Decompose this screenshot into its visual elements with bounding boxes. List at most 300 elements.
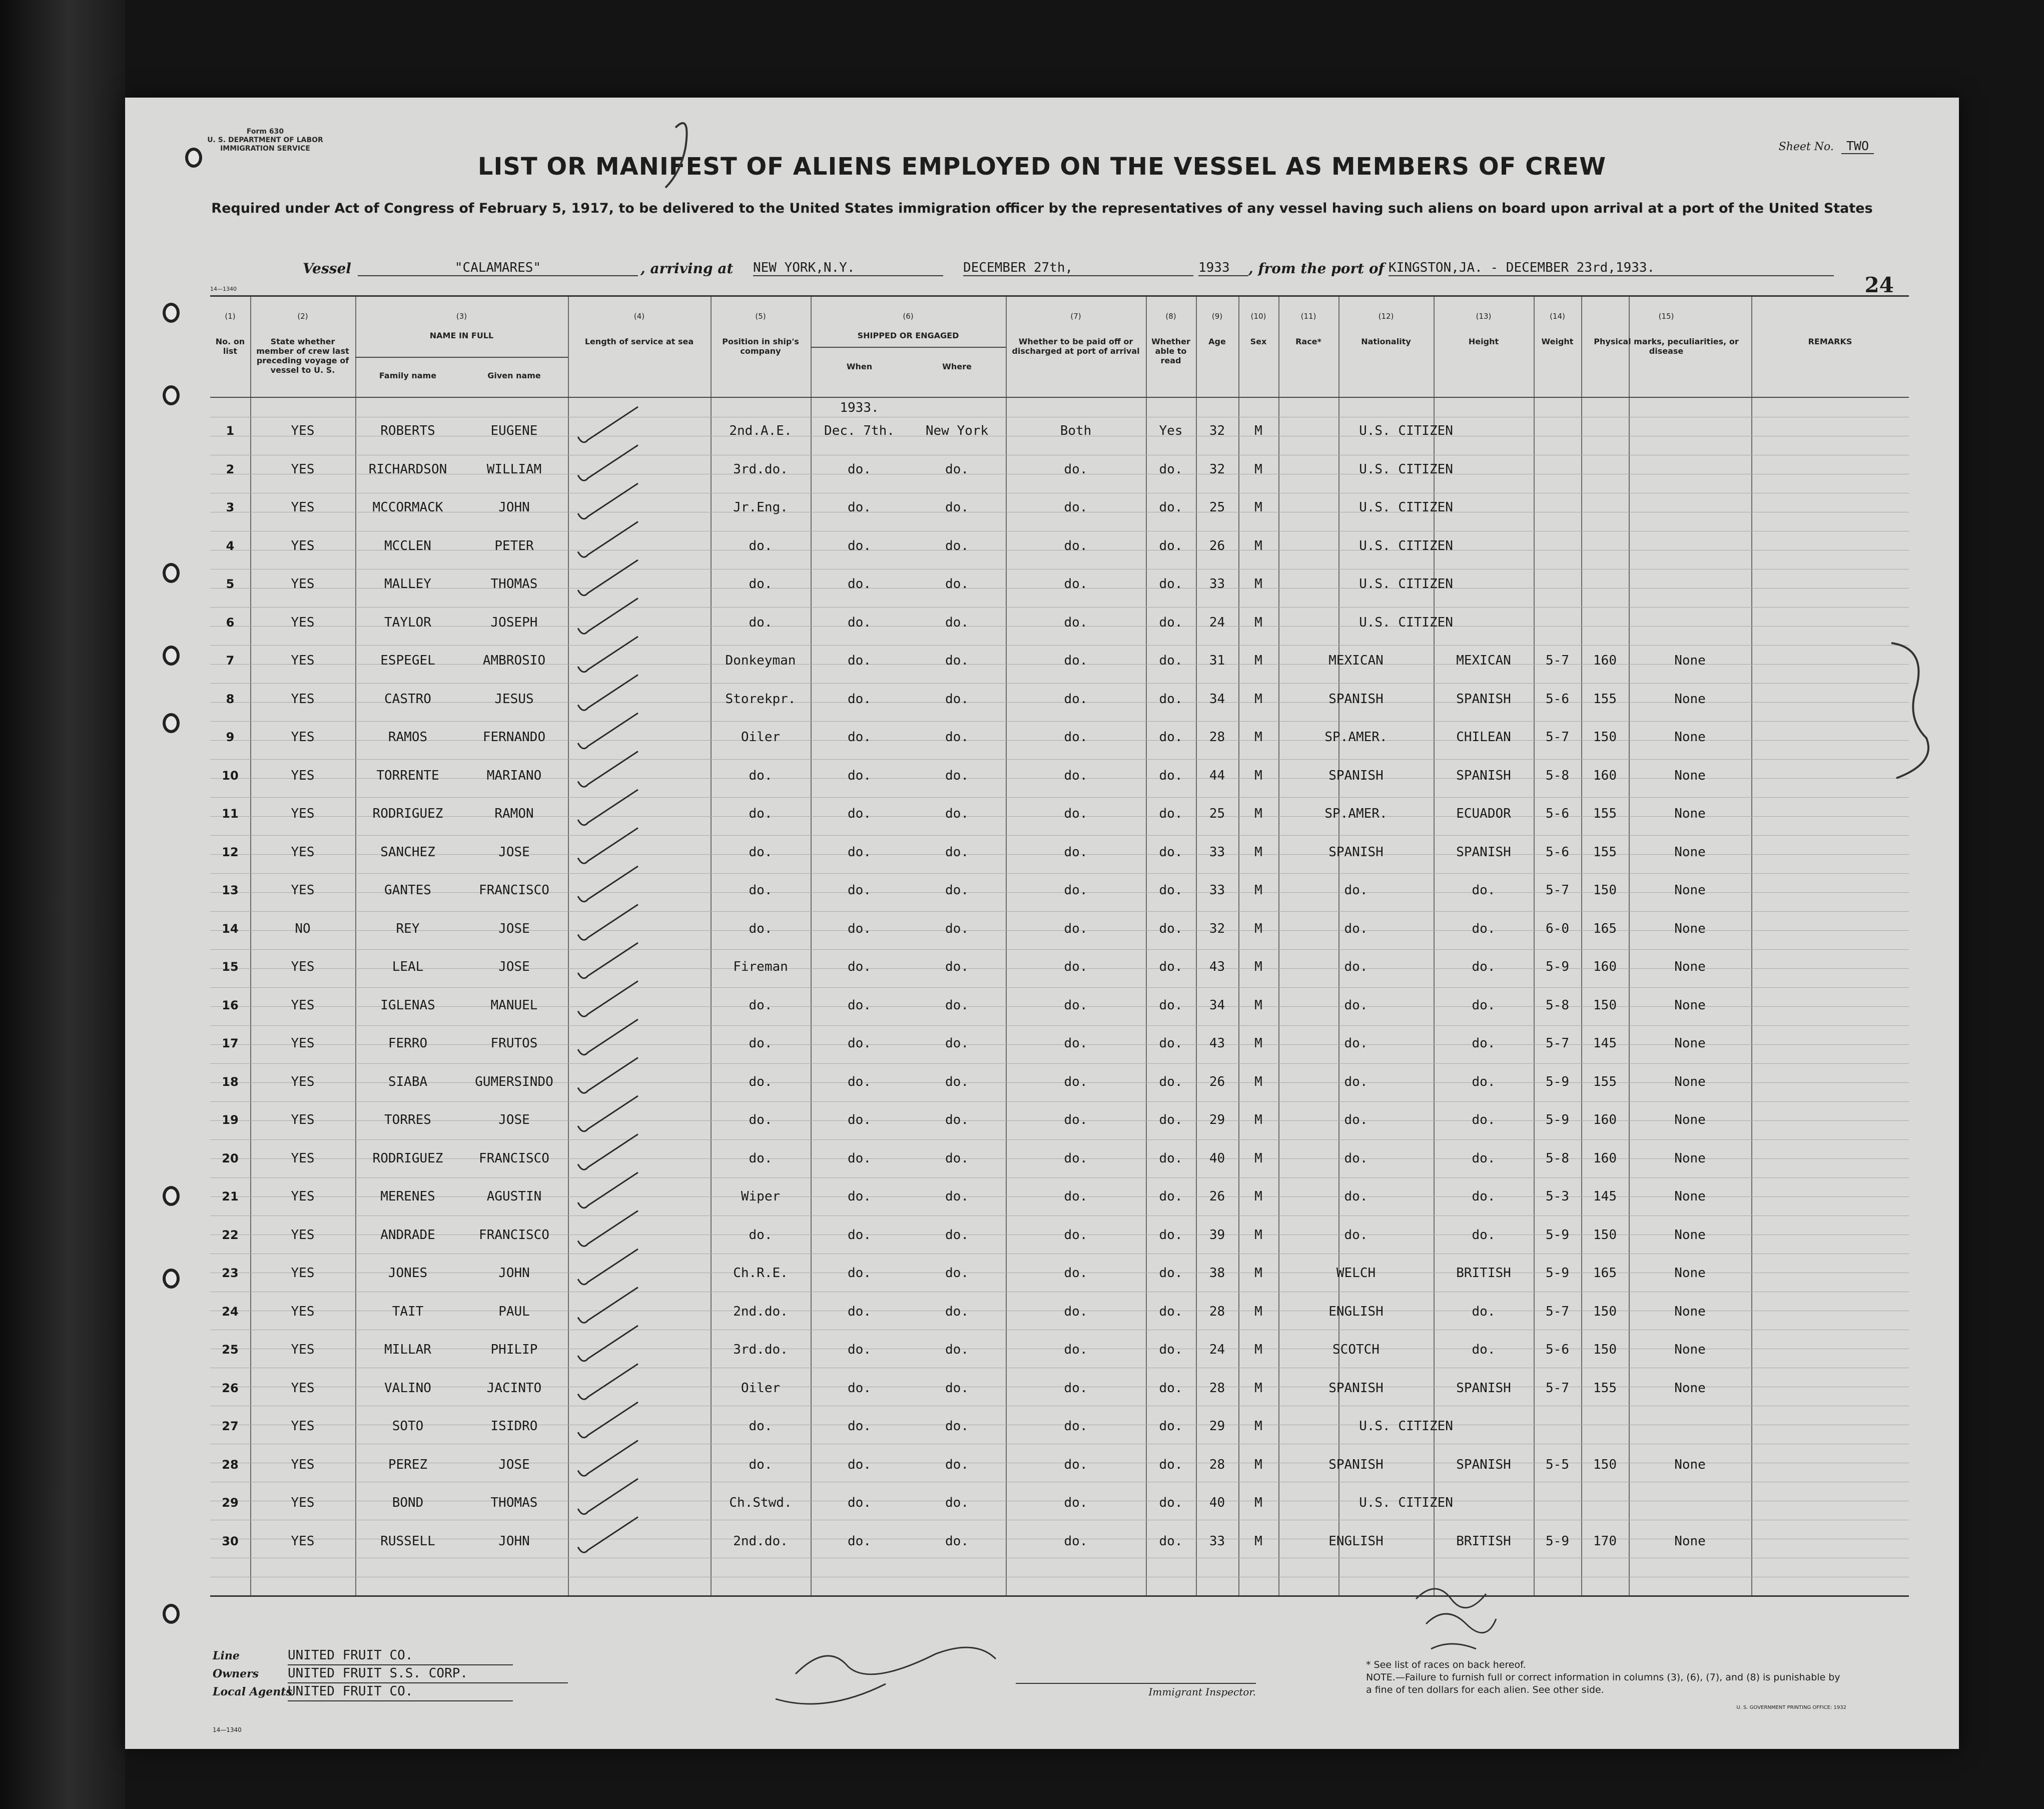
check-mark bbox=[578, 1441, 638, 1476]
crew-marks: None bbox=[1674, 691, 1706, 707]
crew-position: 3rd.do. bbox=[733, 461, 788, 477]
crew-height: 5-7 bbox=[1546, 730, 1569, 745]
crew-where: do. bbox=[945, 1266, 969, 1281]
crew-read: do. bbox=[1159, 538, 1183, 553]
crew-position: do. bbox=[749, 1074, 773, 1089]
inspector-label: Immigrant Inspector. bbox=[1016, 1683, 1256, 1698]
crew-given: JACINTO bbox=[486, 1380, 542, 1396]
crew-height: 5-7 bbox=[1546, 1380, 1569, 1396]
crew-race: SPANISH bbox=[1328, 768, 1384, 783]
crew-family: ESPEGEL bbox=[380, 653, 435, 668]
crew-paid: do. bbox=[1064, 538, 1088, 553]
check-mark bbox=[578, 1402, 638, 1438]
arriving-label: , arriving at bbox=[640, 260, 734, 277]
crew-race: SCOTCH bbox=[1332, 1342, 1380, 1357]
crew-sex: M bbox=[1254, 883, 1262, 898]
crew-weight: 155 bbox=[1593, 806, 1617, 821]
crew-when: do. bbox=[848, 461, 871, 477]
crew-marks: None bbox=[1674, 653, 1706, 668]
crew-no: 16 bbox=[222, 998, 239, 1012]
crew-paid: do. bbox=[1064, 1380, 1088, 1396]
column-number: (6) bbox=[903, 312, 914, 321]
crew-family: TAYLOR bbox=[384, 615, 431, 630]
crew-marks: None bbox=[1674, 1189, 1706, 1204]
crew-where: do. bbox=[945, 653, 969, 668]
crew-nationality: BRITISH bbox=[1456, 1266, 1511, 1281]
crew-no: 2 bbox=[226, 462, 235, 476]
crew-position: do. bbox=[749, 1227, 773, 1243]
crew-given: AGUSTIN bbox=[486, 1189, 542, 1204]
crew-race: U.S. CITIZEN bbox=[1359, 615, 1453, 630]
crew-read: do. bbox=[1159, 1457, 1183, 1472]
crew-race: SP.AMER. bbox=[1324, 730, 1388, 745]
crew-race: do. bbox=[1344, 1112, 1368, 1127]
crew-paid: do. bbox=[1064, 1266, 1088, 1281]
crew-race: do. bbox=[1344, 1150, 1368, 1166]
crew-nationality: do. bbox=[1472, 921, 1496, 936]
crew-read: do. bbox=[1159, 691, 1183, 707]
crew-family: RODRIGUEZ bbox=[372, 1150, 443, 1166]
crew-when: do. bbox=[848, 921, 871, 936]
crew-where: do. bbox=[945, 1227, 969, 1243]
subhead-given-name: Given name bbox=[487, 371, 541, 380]
crew-no: 19 bbox=[222, 1113, 239, 1127]
form-code-top: 14—1340 bbox=[210, 286, 237, 292]
crew-height: 5-9 bbox=[1546, 1112, 1569, 1127]
crew-weight: 155 bbox=[1593, 691, 1617, 707]
crew-marks: None bbox=[1674, 1342, 1706, 1357]
crew-prev: YES bbox=[291, 997, 315, 1013]
crew-marks: None bbox=[1674, 997, 1706, 1013]
crew-no: 22 bbox=[222, 1228, 239, 1242]
crew-prev: YES bbox=[291, 1342, 315, 1357]
crew-weight: 160 bbox=[1593, 959, 1617, 974]
crew-position: do. bbox=[749, 1419, 773, 1434]
crew-where: do. bbox=[945, 1304, 969, 1319]
crew-when: do. bbox=[848, 653, 871, 668]
crew-sex: M bbox=[1254, 1457, 1262, 1472]
crew-read: do. bbox=[1159, 806, 1183, 821]
form-code-bottom: 14—1340 bbox=[213, 1726, 242, 1733]
column-header: Physical marks, peculiarities, or disease bbox=[1594, 337, 1739, 356]
crew-read: do. bbox=[1159, 1189, 1183, 1204]
crew-nationality: SPANISH bbox=[1456, 844, 1511, 860]
crew-family: TORRENTE bbox=[376, 768, 439, 783]
crew-age: 26 bbox=[1209, 538, 1225, 553]
check-mark bbox=[578, 483, 638, 519]
crew-family: RAMOS bbox=[388, 730, 428, 745]
crew-where: do. bbox=[945, 615, 969, 630]
crew-family: GANTES bbox=[384, 883, 431, 898]
crew-nationality: do. bbox=[1472, 1112, 1496, 1127]
check-mark bbox=[578, 1211, 638, 1247]
crew-marks: None bbox=[1674, 768, 1706, 783]
column-header: SHIPPED OR ENGAGED bbox=[857, 331, 959, 340]
crew-paid: do. bbox=[1064, 806, 1088, 821]
crew-paid: do. bbox=[1064, 959, 1088, 974]
crew-age: 24 bbox=[1209, 615, 1225, 630]
crew-given: JOHN bbox=[498, 1533, 530, 1549]
crew-paid: do. bbox=[1064, 615, 1088, 630]
crew-height: 5-8 bbox=[1546, 1150, 1569, 1166]
crew-marks: None bbox=[1674, 730, 1706, 745]
crew-no: 12 bbox=[222, 845, 239, 859]
crew-position: 2nd.do. bbox=[733, 1304, 788, 1319]
crew-paid: do. bbox=[1064, 1074, 1088, 1089]
crew-prev: YES bbox=[291, 806, 315, 821]
crew-marks: None bbox=[1674, 1112, 1706, 1127]
crew-position: do. bbox=[749, 576, 773, 591]
crew-weight: 145 bbox=[1593, 1189, 1617, 1204]
inspector-signature bbox=[776, 1647, 996, 1704]
agents-row bbox=[213, 1682, 568, 1700]
crew-family: BOND bbox=[392, 1495, 424, 1510]
crew-when: do. bbox=[848, 500, 871, 515]
crew-no: 26 bbox=[222, 1381, 239, 1395]
crew-nationality: do. bbox=[1472, 1189, 1496, 1204]
crew-given: JOSE bbox=[498, 959, 530, 974]
binder-edge bbox=[0, 0, 125, 1809]
crew-given: JOSE bbox=[498, 921, 530, 936]
crew-marks: None bbox=[1674, 1380, 1706, 1396]
crew-where: do. bbox=[945, 1457, 969, 1472]
crew-height: 5-5 bbox=[1546, 1457, 1569, 1472]
column-header: Length of service at sea bbox=[584, 337, 694, 346]
crew-race: do. bbox=[1344, 921, 1368, 936]
crew-age: 43 bbox=[1209, 959, 1225, 974]
crew-read: do. bbox=[1159, 576, 1183, 591]
crew-when: do. bbox=[848, 1227, 871, 1243]
crew-paid: do. bbox=[1064, 1304, 1088, 1319]
crew-age: 44 bbox=[1209, 768, 1225, 783]
crew-marks: None bbox=[1674, 806, 1706, 821]
crew-paid: do. bbox=[1064, 997, 1088, 1013]
crew-when: do. bbox=[848, 1533, 871, 1549]
crew-weight: 155 bbox=[1593, 1380, 1617, 1396]
crew-paid: do. bbox=[1064, 730, 1088, 745]
crew-when: do. bbox=[848, 730, 871, 745]
crew-no: 10 bbox=[222, 768, 239, 783]
crew-no: 5 bbox=[226, 577, 235, 591]
crew-marks: None bbox=[1674, 1227, 1706, 1243]
crew-where: do. bbox=[945, 1419, 969, 1434]
crew-height: 5-9 bbox=[1546, 1227, 1569, 1243]
crew-marks: None bbox=[1674, 1457, 1706, 1472]
crew-sex: M bbox=[1254, 1533, 1262, 1549]
crew-sex: M bbox=[1254, 1419, 1262, 1434]
check-mark bbox=[578, 752, 638, 787]
crew-no: 3 bbox=[226, 500, 235, 514]
check-mark bbox=[578, 445, 638, 481]
crew-nationality: SPANISH bbox=[1456, 691, 1511, 707]
crew-race: U.S. CITIZEN bbox=[1359, 461, 1453, 477]
check-mark bbox=[578, 1134, 638, 1170]
crew-height: 5-7 bbox=[1546, 883, 1569, 898]
crew-position: Oiler bbox=[741, 730, 781, 745]
crew-no: 21 bbox=[222, 1189, 239, 1203]
crew-prev: YES bbox=[291, 1380, 315, 1396]
crew-where: do. bbox=[945, 538, 969, 553]
crew-sex: M bbox=[1254, 615, 1262, 630]
column-number: (10) bbox=[1250, 312, 1266, 321]
crew-given: PAUL bbox=[498, 1304, 530, 1319]
crew-prev: YES bbox=[291, 423, 315, 438]
crew-prev: YES bbox=[291, 1150, 315, 1166]
crew-family: CASTRO bbox=[384, 691, 431, 707]
crew-marks: None bbox=[1674, 1533, 1706, 1549]
vessel-label: Vessel bbox=[303, 260, 351, 277]
crew-age: 31 bbox=[1209, 653, 1225, 668]
crew-nationality: do. bbox=[1472, 883, 1496, 898]
crew-nationality: do. bbox=[1472, 997, 1496, 1013]
crew-no: 1 bbox=[226, 424, 235, 438]
crew-nationality: do. bbox=[1472, 1342, 1496, 1357]
crew-sex: M bbox=[1254, 997, 1262, 1013]
crew-when: do. bbox=[848, 576, 871, 591]
crew-no: 4 bbox=[226, 538, 235, 553]
crew-height: 6-0 bbox=[1546, 921, 1569, 936]
footer-notes bbox=[1366, 1659, 1846, 1714]
crew-prev: YES bbox=[291, 1304, 315, 1319]
crew-family: TORRES bbox=[384, 1112, 431, 1127]
check-mark bbox=[578, 713, 638, 749]
crew-given: THOMAS bbox=[490, 576, 538, 591]
crew-family: MALLEY bbox=[384, 576, 431, 591]
crew-no: 13 bbox=[222, 883, 239, 897]
crew-family: FERRO bbox=[388, 1036, 428, 1051]
crew-race: U.S. CITIZEN bbox=[1359, 1419, 1453, 1434]
crew-marks: None bbox=[1674, 921, 1706, 936]
column-header: NAME IN FULL bbox=[429, 331, 494, 340]
crew-sex: M bbox=[1254, 1266, 1262, 1281]
line-value: UNITED FRUIT CO. bbox=[288, 1646, 513, 1665]
crew-sex: M bbox=[1254, 768, 1262, 783]
crew-given: FRUTOS bbox=[490, 1036, 538, 1051]
crew-given: FERNANDO bbox=[482, 730, 546, 745]
crew-nationality: MEXICAN bbox=[1456, 653, 1511, 668]
crew-sex: M bbox=[1254, 1227, 1262, 1243]
crew-prev: YES bbox=[291, 883, 315, 898]
crew-given: PHILIP bbox=[490, 1342, 538, 1357]
crew-age: 40 bbox=[1209, 1150, 1225, 1166]
crew-age: 33 bbox=[1209, 1533, 1225, 1549]
crew-given: MARIANO bbox=[486, 768, 542, 783]
printer-mark: U. S. GOVERNMENT PRINTING OFFICE: 1932 bbox=[1736, 1705, 1846, 1710]
crew-given: FRANCISCO bbox=[479, 1227, 549, 1243]
crew-height: 5-8 bbox=[1546, 768, 1569, 783]
sheet-label: Sheet No. bbox=[1778, 141, 1834, 153]
crew-height: 5-6 bbox=[1546, 691, 1569, 707]
check-mark bbox=[578, 943, 638, 978]
crew-height: 5-8 bbox=[1546, 997, 1569, 1013]
crew-read: do. bbox=[1159, 1304, 1183, 1319]
crew-given: THOMAS bbox=[490, 1495, 538, 1510]
crew-read: do. bbox=[1159, 1266, 1183, 1281]
crew-sex: M bbox=[1254, 1304, 1262, 1319]
crew-race: do. bbox=[1344, 1189, 1368, 1204]
crew-when: do. bbox=[848, 997, 871, 1013]
crew-read: do. bbox=[1159, 461, 1183, 477]
crew-given: ISIDRO bbox=[490, 1419, 538, 1434]
crew-paid: do. bbox=[1064, 921, 1088, 936]
crew-height: 5-9 bbox=[1546, 1266, 1569, 1281]
crew-given: RAMON bbox=[494, 806, 534, 821]
crew-paid: do. bbox=[1064, 1189, 1088, 1204]
crew-paid: do. bbox=[1064, 1150, 1088, 1166]
crew-position: Ch.R.E. bbox=[733, 1266, 788, 1281]
crew-position: do. bbox=[749, 1036, 773, 1051]
crew-age: 34 bbox=[1209, 997, 1225, 1013]
crew-race: U.S. CITIZEN bbox=[1359, 576, 1453, 591]
crew-paid: do. bbox=[1064, 1112, 1088, 1127]
crew-where: do. bbox=[945, 576, 969, 591]
note-penalty: NOTE.—Failure to furnish full or correct information in columns (3), (6), (7), and (8) is punishable by a fine of ten dollars for each alien. See other side. bbox=[1366, 1672, 1840, 1695]
crew-sex: M bbox=[1254, 576, 1262, 591]
crew-where: do. bbox=[945, 1112, 969, 1127]
crew-family: LEAL bbox=[392, 959, 424, 974]
crew-when: do. bbox=[848, 1304, 871, 1319]
crew-nationality: do. bbox=[1472, 1150, 1496, 1166]
crew-age: 26 bbox=[1209, 1074, 1225, 1089]
crew-no: 6 bbox=[226, 615, 235, 630]
crew-no: 24 bbox=[222, 1304, 239, 1319]
column-number: (7) bbox=[1070, 312, 1081, 321]
crew-no: 8 bbox=[226, 692, 235, 706]
crew-when: do. bbox=[848, 1457, 871, 1472]
crew-when: do. bbox=[848, 1266, 871, 1281]
crew-family: JONES bbox=[388, 1266, 428, 1281]
crew-given: JOSE bbox=[498, 844, 530, 860]
crew-race: SP.AMER. bbox=[1324, 806, 1388, 821]
crew-prev: YES bbox=[291, 844, 315, 860]
agents-label: Local Agents bbox=[213, 1685, 292, 1698]
crew-family: RODRIGUEZ bbox=[372, 806, 443, 821]
check-mark bbox=[578, 560, 638, 595]
form-number: Form 630 bbox=[246, 128, 284, 136]
stamp-number: 24 bbox=[1864, 273, 1894, 297]
crew-no: 27 bbox=[222, 1419, 239, 1433]
crew-family: SOTO bbox=[392, 1419, 424, 1434]
check-mark bbox=[578, 1096, 638, 1131]
crew-marks: None bbox=[1674, 1304, 1706, 1319]
crew-read: do. bbox=[1159, 921, 1183, 936]
crew-position: do. bbox=[749, 844, 773, 860]
crew-family: MILLAR bbox=[384, 1342, 431, 1357]
crew-height: 5-7 bbox=[1546, 1036, 1569, 1051]
crew-given: AMBROSIO bbox=[482, 653, 546, 668]
crew-when: Dec. 7th. bbox=[824, 423, 895, 438]
crew-position: 2nd.do. bbox=[733, 1533, 788, 1549]
check-mark bbox=[578, 675, 638, 711]
crew-prev: YES bbox=[291, 1227, 315, 1243]
crew-position: Storekpr. bbox=[725, 691, 796, 707]
crew-where: do. bbox=[945, 959, 969, 974]
crew-position: do. bbox=[749, 768, 773, 783]
from-label: , from the port of bbox=[1248, 260, 1385, 277]
crew-sex: M bbox=[1254, 959, 1262, 974]
crew-read: do. bbox=[1159, 1495, 1183, 1510]
crew-family: MCCLEN bbox=[384, 538, 431, 553]
crew-paid: do. bbox=[1064, 500, 1088, 515]
crew-height: 5-9 bbox=[1546, 1074, 1569, 1089]
crew-paid: do. bbox=[1064, 1495, 1088, 1510]
crew-height: 5-7 bbox=[1546, 653, 1569, 668]
crew-sex: M bbox=[1254, 1112, 1262, 1127]
crew-when: do. bbox=[848, 1419, 871, 1434]
check-mark bbox=[578, 981, 638, 1017]
crew-given: JOSEPH bbox=[490, 615, 538, 630]
crew-nationality: BRITISH bbox=[1456, 1533, 1511, 1549]
crew-weight: 165 bbox=[1593, 1266, 1617, 1281]
crew-family: MCCORMACK bbox=[372, 500, 443, 515]
crew-paid: do. bbox=[1064, 576, 1088, 591]
check-mark bbox=[578, 1249, 638, 1285]
crew-marks: None bbox=[1674, 1266, 1706, 1281]
crew-sex: M bbox=[1254, 423, 1262, 438]
column-header: Height bbox=[1468, 337, 1499, 346]
crew-position: Oiler bbox=[741, 1380, 781, 1396]
crew-age: 32 bbox=[1209, 921, 1225, 936]
crew-no: 17 bbox=[222, 1036, 239, 1050]
crew-weight: 155 bbox=[1593, 1074, 1617, 1089]
crew-where: do. bbox=[945, 1380, 969, 1396]
crew-prev: YES bbox=[291, 1533, 315, 1549]
crew-prev: YES bbox=[291, 768, 315, 783]
crew-sex: M bbox=[1254, 1342, 1262, 1357]
crew-sex: M bbox=[1254, 691, 1262, 707]
crew-paid: do. bbox=[1064, 1036, 1088, 1051]
manifest-page bbox=[125, 98, 1959, 1749]
crew-marks: None bbox=[1674, 1150, 1706, 1166]
crew-prev: YES bbox=[291, 730, 315, 745]
column-header: Position in ship's company bbox=[722, 337, 799, 356]
column-number: (4) bbox=[633, 312, 645, 321]
handwritten-check-marks bbox=[578, 407, 638, 1552]
crew-sex: M bbox=[1254, 1380, 1262, 1396]
crew-nationality: do. bbox=[1472, 1227, 1496, 1243]
crew-nationality: ECUADOR bbox=[1456, 806, 1511, 821]
column-number: (11) bbox=[1300, 312, 1316, 321]
crew-family: SANCHEZ bbox=[380, 844, 435, 860]
column-number: (15) bbox=[1658, 312, 1674, 321]
crew-position: do. bbox=[749, 615, 773, 630]
crew-sex: M bbox=[1254, 1189, 1262, 1204]
crew-where: do. bbox=[945, 883, 969, 898]
crew-position: do. bbox=[749, 806, 773, 821]
crew-race: MEXICAN bbox=[1328, 653, 1384, 668]
crew-no: 14 bbox=[222, 921, 239, 936]
crew-weight: 165 bbox=[1593, 921, 1617, 936]
crew-prev: YES bbox=[291, 1457, 315, 1472]
crew-where: do. bbox=[945, 461, 969, 477]
check-mark bbox=[578, 1364, 638, 1400]
crew-position: 3rd.do. bbox=[733, 1342, 788, 1357]
crew-family: SIABA bbox=[388, 1074, 428, 1089]
agents-value: UNITED FRUIT CO. bbox=[288, 1682, 513, 1701]
crew-age: 24 bbox=[1209, 1342, 1225, 1357]
crew-sex: M bbox=[1254, 1036, 1262, 1051]
crew-age: 29 bbox=[1209, 1419, 1225, 1434]
crew-nationality: CHILEAN bbox=[1456, 730, 1511, 745]
crew-where: do. bbox=[945, 1074, 969, 1089]
department-name: U. S. DEPARTMENT OF LABOR bbox=[207, 136, 323, 144]
crew-read: do. bbox=[1159, 768, 1183, 783]
crew-family: MERENES bbox=[380, 1189, 435, 1204]
crew-race: do. bbox=[1344, 1074, 1368, 1089]
crew-age: 28 bbox=[1209, 1457, 1225, 1472]
crew-nationality: do. bbox=[1472, 1304, 1496, 1319]
crew-prev: YES bbox=[291, 615, 315, 630]
